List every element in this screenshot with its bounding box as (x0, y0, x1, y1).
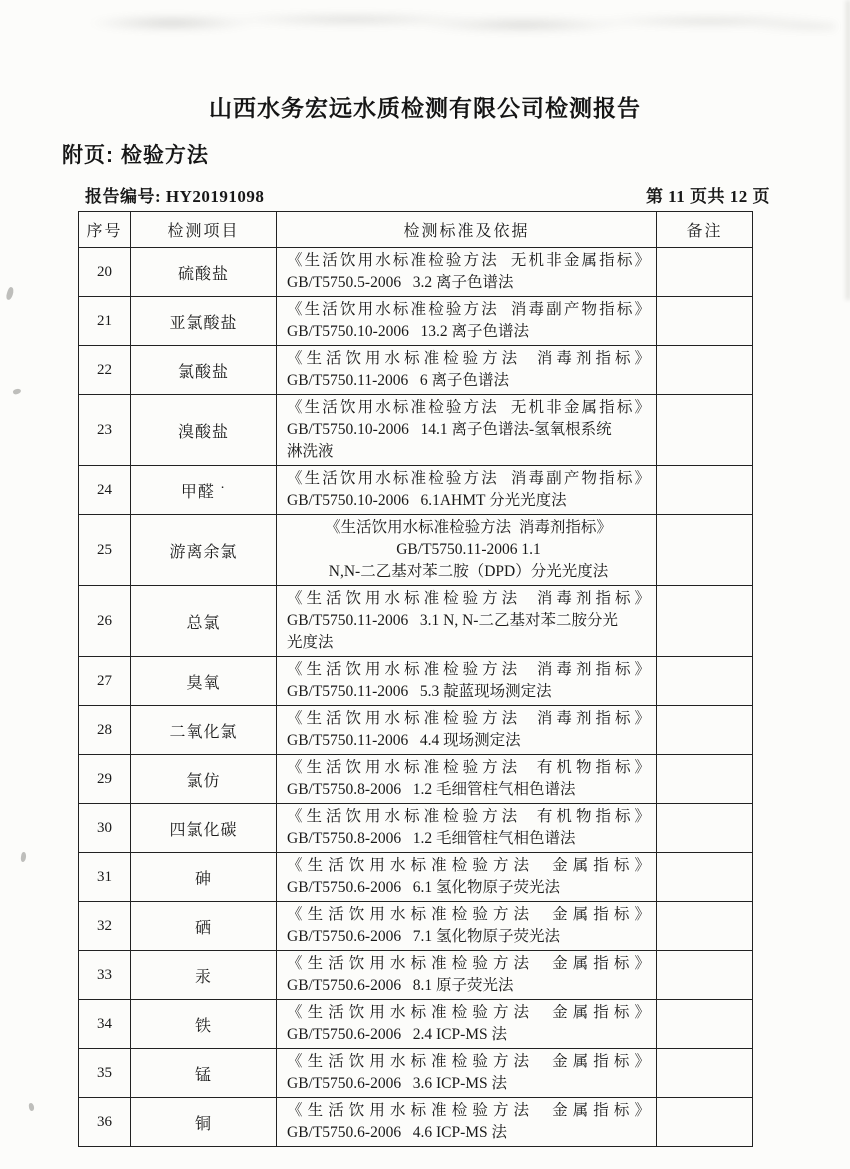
standard-line: GB/T5750.10-2006 13.2 离子色谱法 (287, 323, 529, 340)
standard-line: 《生活饮用水标准检验方法 消毒副产物指标》 (287, 301, 650, 318)
standard-cell (277, 755, 657, 804)
row-number: 29 (79, 755, 131, 804)
table-row (79, 951, 753, 1000)
standard-line: N,N-二乙基对苯二胺（DPD）分光光度法 (328, 563, 609, 580)
standard-line: 《生活饮用水标准检验方法 消毒剂指标》 (287, 590, 650, 607)
test-item: 溴酸盐 (131, 395, 277, 466)
remark-cell (657, 951, 753, 1000)
remark-cell (657, 515, 753, 586)
test-item: 二氧化氯 (131, 706, 277, 755)
standard-line: GB/T5750.6-2006 8.1 原子荧光法 (287, 977, 514, 994)
remark-cell (657, 657, 753, 706)
standard-line: 《生活饮用水标准检验方法 有机物指标》 (287, 759, 650, 776)
standard-line: GB/T5750.11-2006 6 离子色谱法 (287, 372, 510, 389)
remark-cell (657, 586, 753, 657)
test-item: 铜 (131, 1098, 277, 1147)
test-item: 铁 (131, 1000, 277, 1049)
table-row (79, 248, 753, 297)
standard-line: 《生活饮用水标准检验方法 消毒剂指标》 (325, 519, 612, 536)
standard-cell (277, 1098, 657, 1147)
table-row (79, 706, 753, 755)
methods-table-container (78, 211, 753, 1147)
table-row (79, 804, 753, 853)
standard-cell (277, 466, 657, 515)
standard-line: 《生活饮用水标准检验方法 消毒剂指标》 (287, 350, 650, 367)
standard-cell (277, 586, 657, 657)
table-header-row (79, 212, 753, 248)
remark-cell (657, 1000, 753, 1049)
row-number: 25 (79, 515, 131, 586)
row-number: 30 (79, 804, 131, 853)
table-row (79, 755, 753, 804)
scan-smudge-artifact (55, 6, 835, 40)
table-row (79, 586, 753, 657)
table-row (79, 1049, 753, 1098)
test-item: 氯仿 (131, 755, 277, 804)
standard-line: 《生活饮用水标准检验方法 无机非金属指标》 (287, 399, 650, 416)
table-row (79, 1000, 753, 1049)
standard-line: GB/T5750.11-2006 3.1 N, N-二乙基对苯二胺分光 (287, 612, 618, 629)
remark-cell (657, 1049, 753, 1098)
scan-edge-shadow (844, 0, 850, 300)
standard-cell (277, 902, 657, 951)
scan-mark-artifact (20, 852, 27, 863)
table-row (79, 657, 753, 706)
table-row (79, 1098, 753, 1147)
row-number: 20 (79, 248, 131, 297)
col-header-standard: 检测标准及依据 (277, 212, 657, 248)
remark-cell (657, 853, 753, 902)
standard-line: 《生活饮用水标准检验方法 无机非金属指标》 (287, 252, 650, 269)
remark-cell (657, 706, 753, 755)
standard-cell (277, 657, 657, 706)
scan-mark-artifact (28, 1103, 34, 1112)
report-number: 报告编号: HY20191098 (85, 187, 265, 206)
test-item: 总氯 (131, 586, 277, 657)
standard-cell (277, 706, 657, 755)
standard-line: 《生活饮用水标准检验方法 消毒剂指标》 (287, 710, 650, 727)
page-indicator: 第 11 页共 12 页 (645, 187, 770, 206)
standard-line: 《生活饮用水标准检验方法 消毒副产物指标》 (287, 470, 650, 487)
standard-line: 《生活饮用水标准检验方法 金属指标》 (287, 955, 650, 972)
table-row (79, 466, 753, 515)
test-item: 砷 (131, 853, 277, 902)
row-number: 33 (79, 951, 131, 1000)
test-item: 游离余氯 (131, 515, 277, 586)
col-header-remark: 备注 (657, 212, 753, 248)
attachment-label: 附页: 检验方法 (62, 144, 209, 167)
standard-line: 《生活饮用水标准检验方法 金属指标》 (287, 1102, 650, 1119)
test-item: 甲醛 ˙ (131, 466, 277, 515)
test-item: 氯酸盐 (131, 346, 277, 395)
row-number: 31 (79, 853, 131, 902)
standard-cell (277, 853, 657, 902)
standard-line: 《生活饮用水标准检验方法 金属指标》 (287, 1053, 650, 1070)
test-item: 锰 (131, 1049, 277, 1098)
table-row (79, 346, 753, 395)
remark-cell (657, 902, 753, 951)
standard-line: 《生活饮用水标准检验方法 金属指标》 (287, 1004, 650, 1021)
standard-line: GB/T5750.6-2006 3.6 ICP-MS 法 (287, 1075, 508, 1092)
remark-cell (657, 248, 753, 297)
row-number: 28 (79, 706, 131, 755)
test-item: 汞 (131, 951, 277, 1000)
standard-line: GB/T5750.6-2006 4.6 ICP-MS 法 (287, 1124, 508, 1141)
remark-cell (657, 755, 753, 804)
remark-cell (657, 297, 753, 346)
standard-line: GB/T5750.6-2006 6.1 氢化物原子荧光法 (287, 879, 560, 896)
remark-cell (657, 1098, 753, 1147)
table-row (79, 902, 753, 951)
test-item: 亚氯酸盐 (131, 297, 277, 346)
row-number: 36 (79, 1098, 131, 1147)
standard-line: GB/T5750.11-2006 1.1 (396, 541, 541, 558)
test-item: 硫酸盐 (131, 248, 277, 297)
row-number: 26 (79, 586, 131, 657)
standard-line: GB/T5750.6-2006 7.1 氢化物原子荧光法 (287, 928, 560, 945)
standard-cell (277, 395, 657, 466)
standard-line: GB/T5750.10-2006 6.1AHMT 分光光度法 (287, 492, 567, 509)
scan-mark-artifact (12, 388, 21, 395)
remark-cell (657, 804, 753, 853)
table-row (79, 515, 753, 586)
standard-line: GB/T5750.10-2006 14.1 离子色谱法-氢氧根系统 (287, 421, 612, 438)
report-title: 山西水务宏远水质检测有限公司检测报告 (209, 95, 641, 121)
scan-mark-artifact (5, 286, 15, 300)
standard-line: GB/T5750.6-2006 2.4 ICP-MS 法 (287, 1026, 508, 1043)
row-number: 22 (79, 346, 131, 395)
standard-line: GB/T5750.5-2006 3.2 离子色谱法 (287, 274, 514, 291)
remark-cell (657, 346, 753, 395)
methods-table (78, 211, 753, 1147)
standard-line: 《生活饮用水标准检验方法 金属指标》 (287, 906, 650, 923)
standard-cell (277, 951, 657, 1000)
standard-cell (277, 297, 657, 346)
table-row (79, 853, 753, 902)
standard-cell (277, 248, 657, 297)
col-header-no: 序号 (79, 212, 131, 248)
standard-cell (277, 515, 657, 586)
standard-line: GB/T5750.8-2006 1.2 毛细管柱气相色谱法 (287, 830, 576, 847)
table-row (79, 297, 753, 346)
row-number: 34 (79, 1000, 131, 1049)
row-number: 24 (79, 466, 131, 515)
row-number: 35 (79, 1049, 131, 1098)
standard-line: 《生活饮用水标准检验方法 有机物指标》 (287, 808, 650, 825)
methods-table-body (79, 248, 753, 1147)
standard-line: GB/T5750.8-2006 1.2 毛细管柱气相色谱法 (287, 781, 576, 798)
row-number: 23 (79, 395, 131, 466)
standard-cell (277, 346, 657, 395)
test-item: 臭氧 (131, 657, 277, 706)
col-header-item: 检测项目 (131, 212, 277, 248)
standard-line: 《生活饮用水标准检验方法 金属指标》 (287, 857, 650, 874)
row-number: 27 (79, 657, 131, 706)
table-row (79, 395, 753, 466)
standard-line: GB/T5750.11-2006 4.4 现场测定法 (287, 732, 521, 749)
test-item: 硒 (131, 902, 277, 951)
remark-cell (657, 466, 753, 515)
standard-cell (277, 804, 657, 853)
standard-line: GB/T5750.11-2006 5.3 靛蓝现场测定法 (287, 683, 552, 700)
remark-cell (657, 395, 753, 466)
standard-line: 淋洗液 (287, 443, 334, 460)
row-number: 21 (79, 297, 131, 346)
row-number: 32 (79, 902, 131, 951)
standard-cell (277, 1000, 657, 1049)
report-meta-row (85, 182, 770, 207)
standard-line: 《生活饮用水标准检验方法 消毒剂指标》 (287, 661, 650, 678)
standard-cell (277, 1049, 657, 1098)
test-item: 四氯化碳 (131, 804, 277, 853)
standard-line: 光度法 (287, 634, 334, 651)
